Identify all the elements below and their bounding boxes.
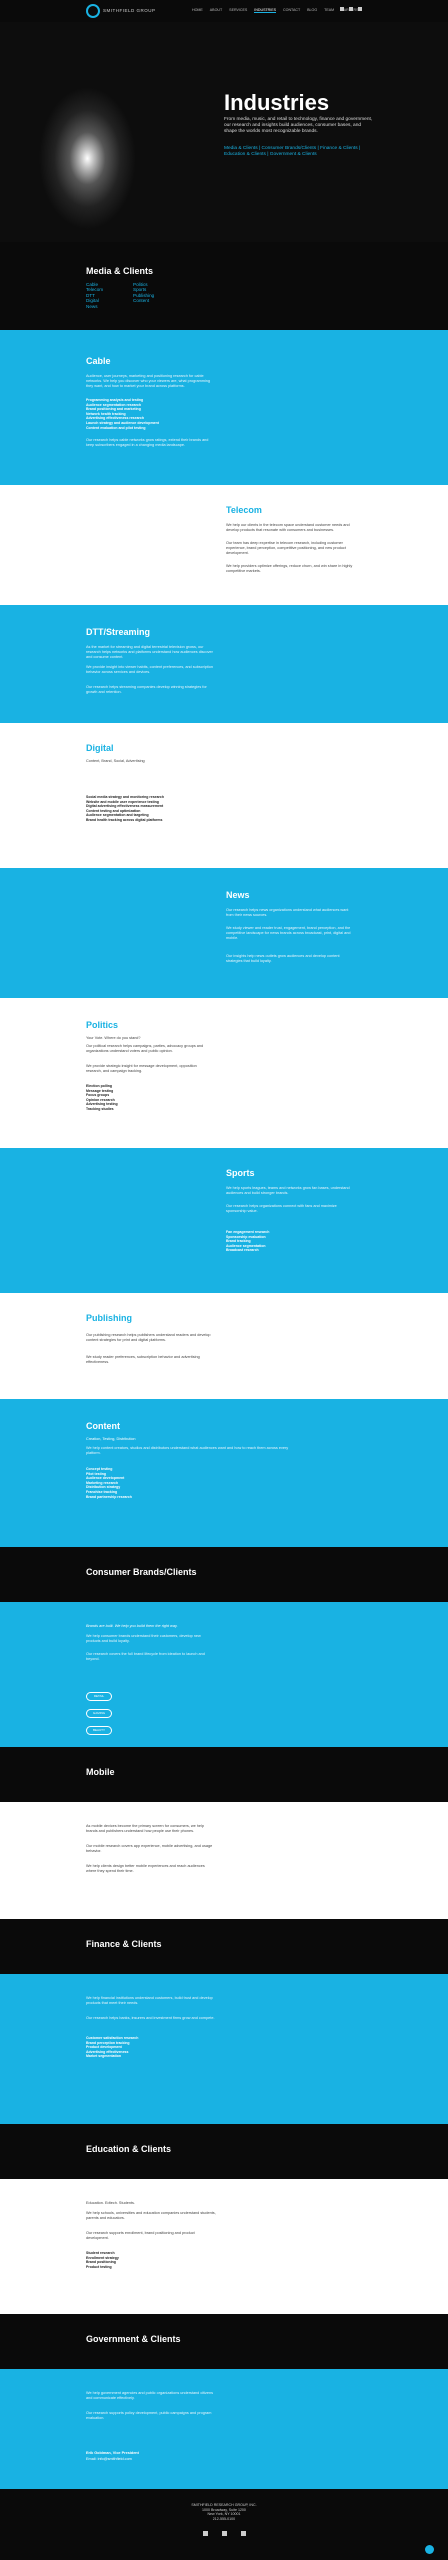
page-title: Industries xyxy=(224,90,330,115)
finance-list xyxy=(86,2036,216,2059)
list-item: Digital advertising effectiveness measurement xyxy=(86,804,164,809)
link-telecom[interactable]: Telecom xyxy=(86,287,104,293)
twitter-icon[interactable] xyxy=(349,7,353,11)
facebook-icon[interactable] xyxy=(203,2531,208,2536)
cable-section xyxy=(0,330,448,485)
list-item: Network health tracking xyxy=(86,411,126,416)
digital-title: Digital xyxy=(86,743,114,753)
list-item: Advertising effectiveness xyxy=(86,2049,129,2054)
digital-subtitle: Content, Brand, Social, Advertising xyxy=(86,759,145,763)
list-item: Audience segmentation research xyxy=(86,402,142,407)
linkedin-icon[interactable] xyxy=(358,7,362,11)
education-section xyxy=(0,2179,448,2314)
politics-list xyxy=(86,1084,211,1112)
education-list xyxy=(86,2251,216,2269)
section-title: Media & Clients xyxy=(86,266,154,276)
nav-item-home[interactable]: HOME xyxy=(192,8,203,12)
news-title: News xyxy=(226,890,250,900)
news-p3: Our insights help news outlets grow audiences and develop content strategies that build loyalty. xyxy=(226,954,340,963)
list-item: Concept testing xyxy=(86,1467,113,1471)
link-news[interactable]: News xyxy=(86,303,98,309)
cable-outro: Our research helps cable networks grow ratings, extend their brands and keep subscribers engaged in a changing media landscape. xyxy=(86,438,209,447)
list-item: Fan engagement research xyxy=(226,1230,270,1234)
list-item: Advertising testing xyxy=(86,1102,118,1107)
top-nav xyxy=(0,0,448,22)
dtt-section xyxy=(0,605,448,723)
consumer-p1: We help consumer brands understand their customers, develop new products and build loyalty. xyxy=(86,1634,201,1643)
link-dtt[interactable]: DTT xyxy=(86,292,95,298)
government-p1: We help government agencies and public organizations understand citizens and communicate effectively. xyxy=(86,2391,213,2400)
list-item: Message testing xyxy=(86,1088,114,1093)
logo-icon[interactable] xyxy=(86,4,100,18)
nav-item-team[interactable]: TEAM xyxy=(324,8,335,12)
news-p2: We study viewer and reader trust, engagement, brand perception, and the competitive landscape for news brands across broadcast, print, digital and mobile. xyxy=(226,926,351,940)
list-item: Website and mobile user experience testing xyxy=(86,799,159,804)
list-item: Advertising effectiveness research xyxy=(86,416,144,421)
list-item: Audience segmentation xyxy=(226,1243,266,1248)
list-item: Election polling xyxy=(86,1084,113,1088)
sports-p2: Our research helps organizations connect with fans and maximize sponsorship value. xyxy=(226,1204,337,1213)
nav-menu xyxy=(192,8,359,13)
cable-title: Cable xyxy=(86,356,111,366)
nav-item-contact[interactable]: CONTACT xyxy=(283,8,301,12)
link-politics[interactable]: Politics xyxy=(133,282,148,287)
politics-title: Politics xyxy=(86,1020,119,1030)
link-publishing[interactable]: Publishing xyxy=(133,292,155,298)
list-item: Brand partnership research xyxy=(86,1494,132,1499)
link-sports[interactable]: Sports xyxy=(133,287,147,293)
logo-text[interactable]: SMITHFIELD GROUP xyxy=(103,8,156,13)
footer-street: 1000 Broadway, Suite 1200 xyxy=(202,2507,246,2512)
nav-item-about[interactable]: ABOUT xyxy=(209,8,223,12)
list-item: Audience development xyxy=(86,1476,125,1481)
social-links xyxy=(340,7,362,11)
list-item: Tracking studies xyxy=(86,1106,114,1111)
tunnel-image xyxy=(0,22,230,242)
consumer-p2: Our research covers the full brand lifecycle from ideation to launch and beyond. xyxy=(86,1652,205,1661)
finance-banner xyxy=(0,1919,448,1974)
list-item: Market segmentation xyxy=(86,2054,122,2059)
footer xyxy=(0,2489,448,2560)
link-cable[interactable]: Cable xyxy=(86,282,99,287)
footer-city: New York, NY 10001 xyxy=(207,2512,241,2517)
government-contact-name: Erik Goldman, Vice President xyxy=(86,2451,139,2455)
list-item: Brand health tracking across digital platforms xyxy=(86,817,163,822)
dtt-title: DTT/Streaming xyxy=(86,627,151,637)
news-p1: Our research helps news organizations understand what audiences want from their news sources. xyxy=(226,908,349,917)
sports-section xyxy=(0,1148,448,1293)
back-to-top-button[interactable] xyxy=(425,2545,434,2554)
mobile-title: Mobile xyxy=(86,1767,115,1777)
sports-list xyxy=(226,1230,356,1253)
telecom-p1: We help our clients in the telecom space understand customer needs and develop products that resonate with consumers and businesses. xyxy=(226,523,350,532)
footer-phone[interactable]: 212-555-0100 xyxy=(212,2516,236,2521)
politics-p2: We provide strategic insight for message development, opposition research, and campaign tracking. xyxy=(86,1064,197,1073)
list-item: Customer satisfaction research xyxy=(86,2036,139,2040)
digital-section xyxy=(0,723,448,868)
government-banner xyxy=(0,2314,448,2369)
nav-item-blog[interactable]: BLOG xyxy=(307,8,318,12)
government-title: Government & Clients xyxy=(86,2334,181,2344)
content-title: Content xyxy=(86,1421,120,1431)
telecom-section xyxy=(0,485,448,605)
education-p1: We help schools, universities and education companies understand students, parents and educators. xyxy=(86,2211,216,2220)
list-item: Pilot testing xyxy=(86,1471,107,1476)
footer-address xyxy=(0,2503,448,2521)
list-item: Social media strategy and monitoring research xyxy=(86,795,164,799)
finance-p1: We help financial institutions understand customers, build trust and develop products that meet their needs. xyxy=(86,1996,213,2005)
list-item: Focus groups xyxy=(86,1093,110,1098)
list-item: Opinion research xyxy=(86,1097,115,1102)
list-item: Sponsorship evaluation xyxy=(226,1234,266,1239)
content-subtitle: Creation, Testing, Distribution xyxy=(86,1437,136,1441)
cable-intro: Audience, user journeys, marketing and positioning research for cable networks. We help you discover who your viewers are, what programming they want, and how to market your brand across platforms. xyxy=(86,374,211,388)
digital-list xyxy=(86,795,246,823)
link-content[interactable]: Content xyxy=(133,298,150,304)
finance-p2: Our research helps banks, insurers and investment firms grow and compete. xyxy=(86,2016,215,2020)
list-item: Student research xyxy=(86,2251,115,2255)
politics-subtitle: Your Vote. Where do you stand? xyxy=(86,1036,141,1040)
list-item: Brand perception tracking xyxy=(86,2040,130,2045)
politics-p1: Our political research helps campaigns, parties, advocacy groups and organizations understand voters and public opinion. xyxy=(86,1044,204,1053)
media-links-col1 xyxy=(86,282,103,309)
consumer-section xyxy=(0,1602,448,1747)
cable-list xyxy=(86,398,211,430)
link-digital[interactable]: Digital xyxy=(86,298,99,304)
retail-button[interactable]: RETAIL xyxy=(86,1692,112,1701)
dtt-p1: As the market for streaming and digital terrestrial television grows, our research helps networks and platforms understand how audiences discover and consume content. xyxy=(86,645,213,659)
list-item: Brand tracking xyxy=(226,1239,251,1244)
list-item: Enrollment strategy xyxy=(86,2255,119,2260)
linkedin-icon[interactable] xyxy=(241,2531,246,2536)
content-list xyxy=(86,1467,296,1499)
list-item: Programming analysis and testing xyxy=(86,398,144,402)
footer-social xyxy=(203,2531,246,2536)
list-item: Content evaluation and pilot testing xyxy=(86,425,146,430)
list-item: Marketing research xyxy=(86,1480,119,1485)
list-item: Audience segmentation and targeting xyxy=(86,813,149,818)
publishing-p2: We study reader preferences, subscription behavior and advertising effectiveness. xyxy=(86,1355,200,1364)
facebook-icon[interactable] xyxy=(340,7,344,11)
mobile-p3: We help clients design better mobile experiences and reach audiences where they spend their time. xyxy=(86,1864,205,1873)
list-item: Broadcast research xyxy=(226,1248,259,1253)
mobile-banner xyxy=(0,1747,448,1802)
dtt-p3: Our research helps streaming companies develop winning strategies for growth and retention. xyxy=(86,685,207,694)
politics-section xyxy=(0,998,448,1148)
education-banner xyxy=(0,2124,448,2179)
mobile-p2: Our mobile research covers app experience, mobile advertising, and usage behavior. xyxy=(86,1844,213,1853)
hero xyxy=(0,22,448,242)
nav-item-services[interactable]: SERVICES xyxy=(229,8,248,12)
mobile-section xyxy=(0,1802,448,1919)
list-item: Product development xyxy=(86,2045,122,2050)
government-contact-email[interactable]: Email: info@smithfield.com xyxy=(86,2457,132,2461)
list-item: Brand positioning xyxy=(86,2260,116,2265)
government-section xyxy=(0,2369,448,2489)
list-item: Brand positioning and marketing xyxy=(86,407,141,412)
hero-intro: From media, music, and retail to technology, finance and government, our research and insights build audiences, consumer bases, and shape the worlds most recognizable brands. xyxy=(224,117,373,134)
list-item: Launch strategy and audience development xyxy=(86,420,159,425)
publishing-title: Publishing xyxy=(86,1313,132,1323)
publishing-p1: Our publishing research helps publishers understand readers and develop content strategies for print and digital platforms. xyxy=(86,1333,211,1342)
list-item: Distribution strategy xyxy=(86,1485,121,1490)
nav-item-industries[interactable]: INDUSTRIES xyxy=(254,8,277,12)
consumer-banner xyxy=(0,1547,448,1602)
list-item: Franchise tracking xyxy=(86,1489,118,1494)
telecom-p2: Our team has deep expertise in telecom research, including customer experience, brand perception, competitive positioning, and new product development. xyxy=(226,541,346,555)
consumer-title: Consumer Brands/Clients xyxy=(86,1567,197,1577)
publishing-section xyxy=(0,1293,448,1399)
telecom-p3: We help providers optimize offerings, reduce churn, and win share in highly competitive markets. xyxy=(226,564,353,573)
media-links-col2 xyxy=(133,282,154,304)
sports-title: Sports xyxy=(226,1168,255,1178)
media-clients-section xyxy=(0,242,448,330)
news-section xyxy=(0,868,448,998)
content-p1: We help content creators, studios and distributors understand what audiences want and how to reach them across every platform. xyxy=(86,1446,289,1455)
dtt-p2: We provide insight into viewer habits, content preferences, and subscription behavior across services and devices. xyxy=(86,665,213,674)
education-subtitle: Education. Edtech. Students. xyxy=(86,2201,135,2205)
consumer-lead: Brands are built. We help you build them the right way. xyxy=(86,1624,178,1628)
education-p2: Our research supports enrollment, brand positioning and product development. xyxy=(86,2231,195,2240)
sports-p1: We help sports leagues, teams and networks grow fan bases, understand audiences and build stronger brands. xyxy=(226,1186,350,1195)
content-section xyxy=(0,1399,448,1547)
footer-company: SMITHFIELD RESEARCH GROUP, INC. xyxy=(191,2503,257,2507)
education-title: Education & Clients xyxy=(86,2144,172,2154)
list-item: Content testing and optimization xyxy=(86,808,141,813)
list-item: Product testing xyxy=(86,2264,112,2269)
twitter-icon[interactable] xyxy=(222,2531,227,2536)
finance-section xyxy=(0,1974,448,2124)
telecom-title: Telecom xyxy=(226,505,262,515)
government-p2: Our research supports policy development, public campaigns and program evaluation. xyxy=(86,2411,212,2420)
beauty-button[interactable]: BEAUTY xyxy=(86,1726,112,1735)
gaming-button[interactable]: GAMING xyxy=(86,1709,112,1718)
hero-links[interactable]: Media & Clients | Consumer Brands/Clients | Finance & Clients | Education & Clients | Government & Clients xyxy=(224,146,361,157)
finance-title: Finance & Clients xyxy=(86,1939,162,1949)
mobile-p1: As mobile devices become the primary screen for consumers, we help brands and publishers understand how people use their phones. xyxy=(86,1824,204,1833)
